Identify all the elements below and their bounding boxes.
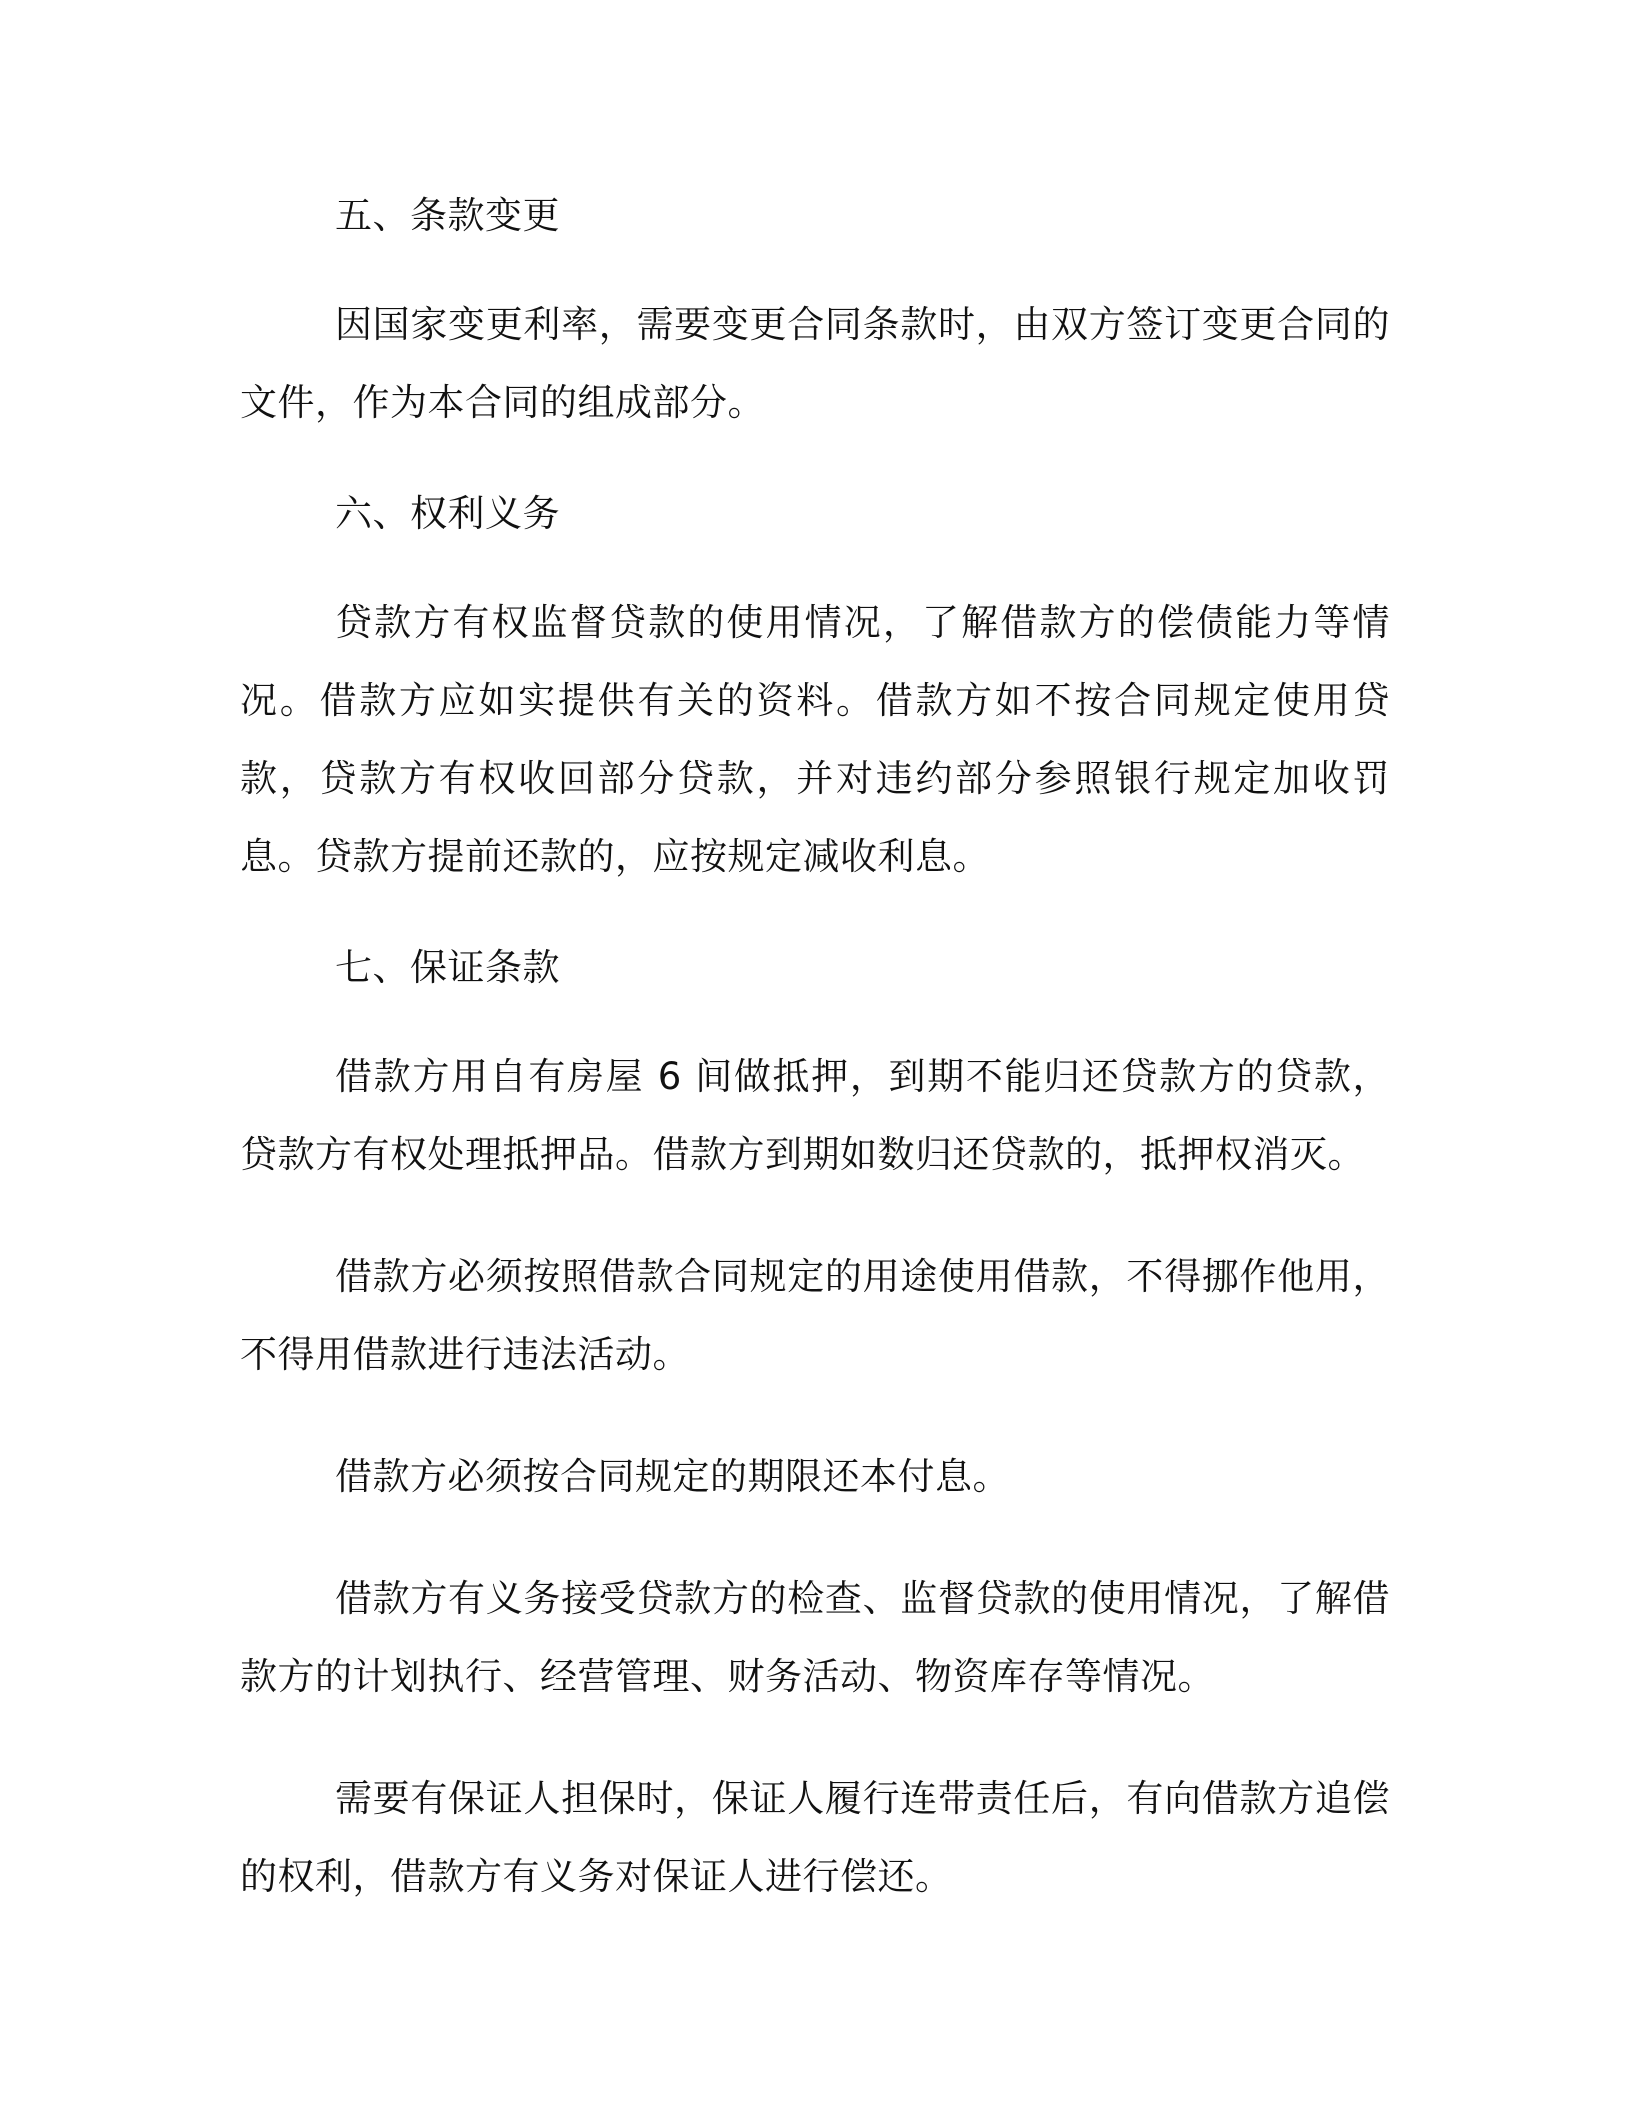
paragraph-loan-use: 借款方必须按照借款合同规定的用途使用借款，不得挪作他用，不得用借款进行违法活动。 — [240, 1255, 1390, 1376]
document-body — [240, 188, 1390, 1916]
section-heading-5: 五、条款变更 — [335, 194, 560, 237]
paragraph-inspection: 借款方有义务接受贷款方的检查、监督贷款的使用情况，了解借款方的计划执行、经营管理、财务活动、物资库存等情况。 — [240, 1577, 1390, 1698]
paragraph-clause-change: 因国家变更利率，需要变更合同条款时，由双方签订变更合同的文件，作为本合同的组成部分。 — [240, 303, 1390, 424]
paragraph-guarantor: 需要有保证人担保时，保证人履行连带责任后，有向借款方追偿的权利，借款方有义务对保证人进行偿还。 — [240, 1777, 1390, 1898]
section-heading-6: 六、权利义务 — [335, 492, 560, 535]
section-heading-7: 七、保证条款 — [335, 946, 560, 989]
paragraph-mortgage: 借款方用自有房屋 6 间做抵押，到期不能归还贷款方的贷款，贷款方有权处理抵押品。借款方到期如数归还贷款的，抵押权消灭。 — [240, 1055, 1390, 1176]
paragraph-rights-obligations: 贷款方有权监督贷款的使用情况，了解借款方的偿债能力等情况。借款方应如实提供有关的资料。借款方如不按合同规定使用贷款，贷款方有权收回部分贷款，并对违约部分参照银行规定加收罚息。贷款方提前还款的，应按规定减收利息。 — [240, 601, 1390, 878]
paragraph-repayment: 借款方必须按合同规定的期限还本付息。 — [335, 1455, 1010, 1498]
